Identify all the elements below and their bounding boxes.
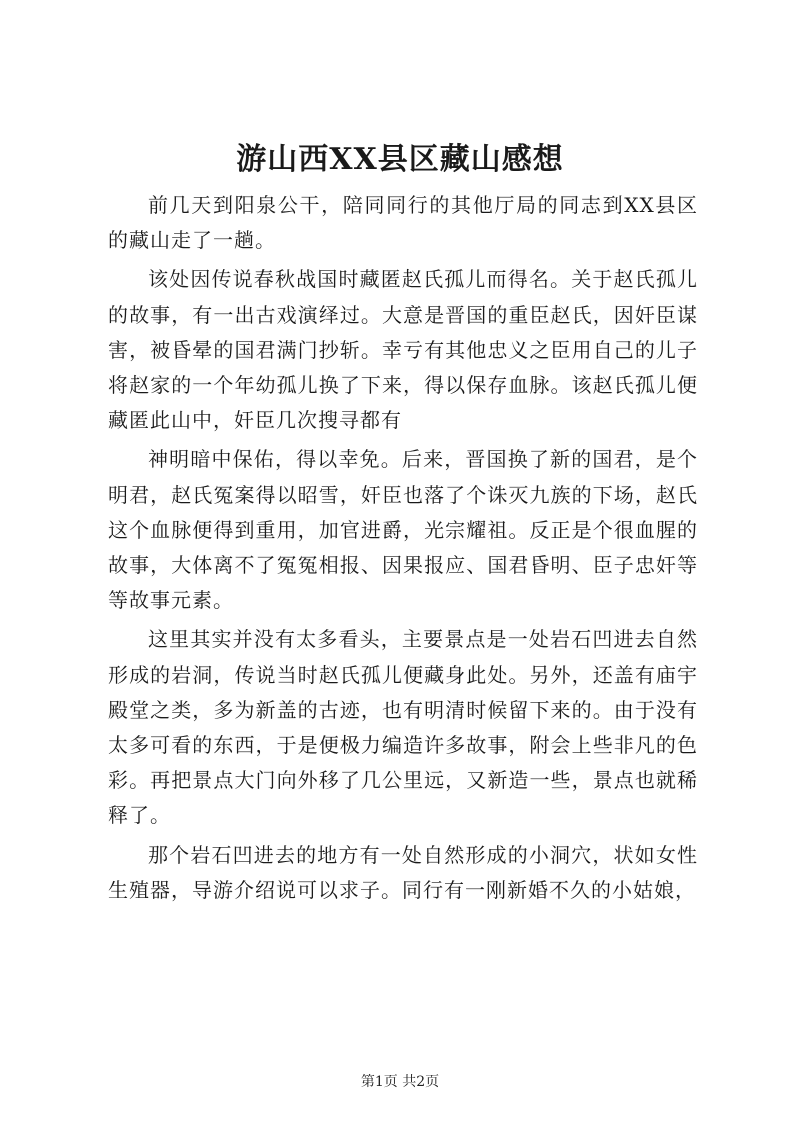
paragraph: 神明暗中保佑，得以幸免。后来，晋国换了新的国君，是个明君，赵氏冤案得以昭雪，奸臣也落了个诛灭九族的下场，赵氏这个血脉便得到重用，加官进爵，光宗耀祖。反正是个很血腥的故事，大体离不了冤冤相报、因果报应、国君昏明、臣子忠奸等等故事元素。 (108, 447, 698, 613)
paragraph: 前几天到阳泉公干，陪同同行的其他厅局的同志到XX县区的藏山走了一趟。 (108, 193, 698, 253)
page-title: 游山西XX县区藏山感想 (236, 142, 564, 177)
paragraph: 该处因传说春秋战国时藏匿赵氏孤儿而得名。关于赵氏孤儿的故事，有一出古戏演绎过。大意是晋国的重臣赵氏，因奸臣谋害，被昏晕的国君满门抄斩。幸亏有其他忠义之臣用自己的儿子将赵家的一个年幼孤儿换了下来，得以保存血脉。该赵氏孤儿便藏匿此山中，奸臣几次搜寻都有 (108, 267, 698, 433)
article-body (108, 188, 698, 912)
paragraph: 这里其实并没有太多看头，主要景点是一处岩石凹进去自然形成的岩洞，传说当时赵氏孤儿便藏身此处。另外，还盖有庙宇殿堂之类，多为新盖的古迹，也有明清时候留下来的。由于没有太多可看的东西，于是便极力编造许多故事，附会上些非凡的色彩。再把景点大门向外移了几公里远，又新造一些，景点也就稀释了。 (108, 627, 698, 828)
page-number-footer: 第1页 共2页 (360, 1074, 440, 1090)
paragraph: 那个岩石凹进去的地方有一处自然形成的小洞穴，状如女性生殖器，导游介绍说可以求子。同行有一刚新婚不久的小姑娘， (108, 842, 698, 902)
